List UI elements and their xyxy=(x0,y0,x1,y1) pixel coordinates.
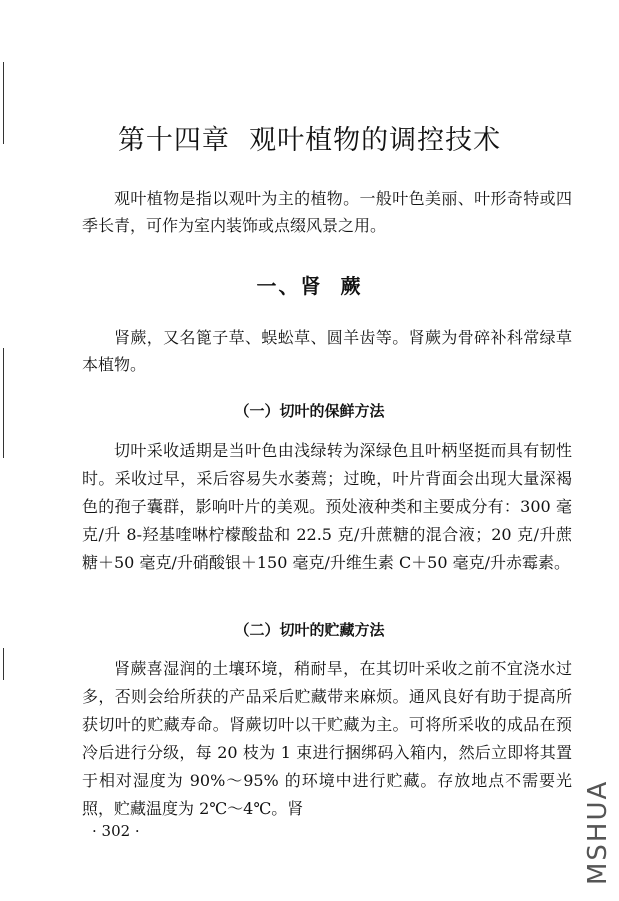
page-number: · 302 · xyxy=(92,822,140,840)
watermark: MSHUA xyxy=(583,779,613,885)
subsection-heading-preservation: （一）切叶的保鲜方法 xyxy=(234,402,385,420)
subsection-paragraph-preservation: 切叶采收适期是当叶色由浅绿转为深绿色且叶柄坚挺而具有韧性时。采收过早，采后容易失水萎蔫；过晚，叶片背面会出现大量深褐色的孢子囊群，影响叶片的美观。预处液种类和主要成分有：300 毫克/升 8-羟基喹啉柠檬酸盐和 22.5 克/升蔗糖的混合液；20 克/升蔗糖＋50 毫克/升硝酸银＋150 毫克/升维生素 C＋50 毫克/升赤霉素。 xyxy=(82,441,572,572)
intro-paragraph: 观叶植物是指以观叶为主的植物。一般叶色美丽、叶形奇特或四季长青，可作为室内装饰或点缀风景之用。 xyxy=(82,189,572,235)
section-heading: 一、肾 蕨 xyxy=(256,274,363,298)
section-intro-paragraph: 肾蕨，又名篦子草、蜈蚣草、圆羊齿等。肾蕨为骨碎补科常绿草本植物。 xyxy=(82,328,572,374)
scan-edge-line xyxy=(3,648,4,680)
subsection-paragraph-storage: 肾蕨喜湿润的土壤环境，稍耐旱，在其切叶采收之前不宜浇水过多，否则会给所获的产品采后贮藏带来麻烦。通风良好有助于提高所获切叶的贮藏寿命。肾蕨切叶以干贮藏为主。可将所采收的成品在预冷后进行分级，每 20 枝为 1 束进行捆绑码入箱内，然后立即将其置于相对湿度为 90%～95% 的环境中进行贮藏。存放地点不需要光照，贮藏温度为 2℃～4℃。肾 xyxy=(82,659,572,818)
chapter-title: 第十四章 观叶植物的调控技术 xyxy=(117,125,502,156)
subsection-heading-storage: （二）切叶的贮藏方法 xyxy=(234,621,385,639)
